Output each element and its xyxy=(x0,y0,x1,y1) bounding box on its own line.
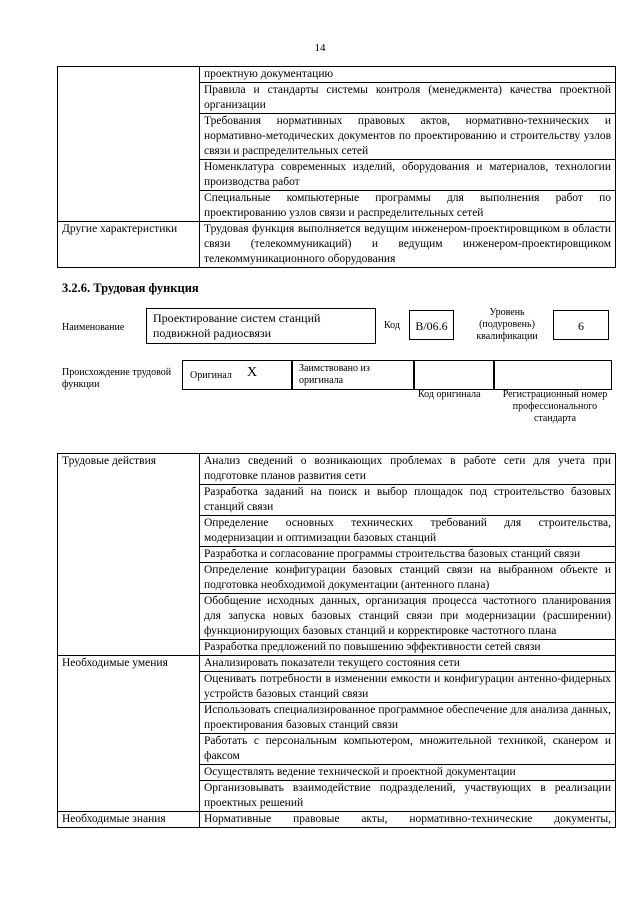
original-box xyxy=(182,360,292,390)
page-number: 14 xyxy=(314,42,326,54)
table-cell: Нормативные правовые акты, нормативно-технические документы, xyxy=(200,812,616,828)
table-row xyxy=(58,222,616,268)
table-cell: Обобщение исходных данных, организация процесса частотного планирования для запуска новых базовых станций связи при модернизации (расширении) функционирующих базовых станций и корректировке частотного плана xyxy=(200,594,616,640)
name-value-box: Проектирование систем станций подвижной радиосвязи xyxy=(146,308,376,344)
table-cell: Разработка предложений по повышению эффективности сетей связи xyxy=(200,640,616,656)
table-label-cell xyxy=(58,67,200,222)
level-label: Уровень (подуровень) квалификации xyxy=(476,307,538,342)
table-row xyxy=(58,656,616,672)
table-cell: Требования нормативных правовых актов, нормативно-технических и нормативно-методических документов по проектированию и строительству узлов связи и распределительных сетей xyxy=(200,114,616,160)
table-cell: Работать с персональным компьютером, множительной техникой, сканером и факсом xyxy=(200,734,616,765)
table-cell: проектную документацию xyxy=(200,67,616,83)
table-cell: Специальные компьютерные программы для выполнения работ по проектированию узлов связи и распределительных сетей xyxy=(200,191,616,222)
group-label-labor-actions: Трудовые действия xyxy=(58,454,200,656)
section-heading: 3.2.6. Трудовая функция xyxy=(62,281,199,295)
table-cell: Использовать специализированное программное обеспечение для анализа данных, проектирования базовых станций связи xyxy=(200,703,616,734)
table-cell: Разработка и согласование программы строительства базовых станций связи xyxy=(200,547,616,563)
table-cell: Определение конфигурации базовых станций связи на выбранном объекте и подготовка необходимой документации (антенного плана) xyxy=(200,563,616,594)
reg-number-label: Регистрационный номер профессионального стандарта xyxy=(502,389,608,424)
level-value-box: 6 xyxy=(553,310,609,340)
table-cell: Трудовая функция выполняется ведущим инженером-проектировщиком в области связи (телекоммуникаций) и ведущим инженером-проектировщиком телекоммуникационного оборудования xyxy=(200,222,616,268)
table-row xyxy=(58,454,616,485)
table-cell: Номенклатура современных изделий, оборудования и материалов, технологии производства работ xyxy=(200,160,616,191)
group-label-skills: Необходимые умения xyxy=(58,656,200,812)
name-label: Наименование xyxy=(62,322,125,333)
code-value-box: B/06.6 xyxy=(409,310,454,340)
table-cell: Оценивать потребности в изменении емкости и конфигурации антенно-фидерных устройств базовых станций связи xyxy=(200,672,616,703)
code-original-label: Код оригинала xyxy=(418,389,481,400)
table-label-cell: Другие характеристики xyxy=(58,222,200,268)
code-label: Код xyxy=(384,320,400,331)
table-cell: Анализ сведений о возникающих проблемах в работе сети для учета при подготовке планов развития сети xyxy=(200,454,616,485)
original-label: Оригинал xyxy=(190,370,232,381)
group-label-knowledge: Необходимые знания xyxy=(58,812,200,828)
table-cell: Разработка заданий на поиск и выбор площадок под строительство базовых станций связи xyxy=(200,485,616,516)
origin-label: Происхождение трудовой функции xyxy=(62,367,172,390)
table-row xyxy=(58,812,616,828)
main-table xyxy=(57,453,616,828)
borrowed-box: Заимствовано из оригинала xyxy=(292,360,414,390)
table-cell: Анализировать показатели текущего состояния сети xyxy=(200,656,616,672)
original-mark: X xyxy=(247,365,258,380)
table-cell: Правила и стандарты системы контроля (менеджмента) качества проектной организации xyxy=(200,83,616,114)
table-cell: Осуществлять ведение технической и проектной документации xyxy=(200,765,616,781)
table-cell: Организовывать взаимодействие подразделений, участвующих в реализации проектных решений xyxy=(200,781,616,812)
code-original-box xyxy=(414,360,494,390)
table-row xyxy=(58,67,616,83)
table-cell: Определение основных технических требований для строительства, модернизации и оптимизации базовых станций xyxy=(200,516,616,547)
reg-number-box xyxy=(494,360,612,390)
top-table xyxy=(57,66,616,268)
